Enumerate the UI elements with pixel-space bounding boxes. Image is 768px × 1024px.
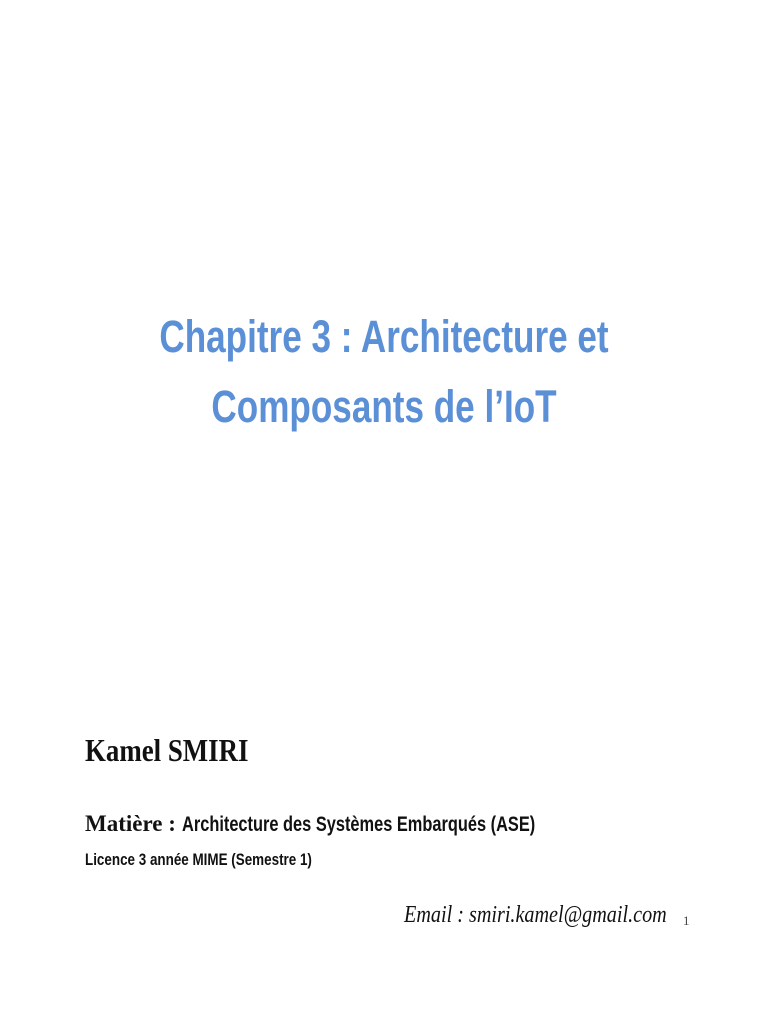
author-email: Email : smiri.kamel@gmail.com <box>404 902 667 928</box>
page-number: 1 <box>683 913 690 928</box>
title-line-2: Composants de l’IoT <box>211 381 557 432</box>
course-level: Licence 3 année MIME (Semestre 1) <box>85 850 312 869</box>
title-line-1: Chapitre 3 : Architecture et <box>159 311 609 362</box>
author-name: Kamel SMIRI <box>85 732 249 768</box>
subject-value: Architecture des Systèmes Embarqués (ASE) <box>181 813 535 836</box>
subject-label: Matière : <box>85 811 182 836</box>
subject-line <box>85 811 634 837</box>
slide-title <box>84 302 683 442</box>
